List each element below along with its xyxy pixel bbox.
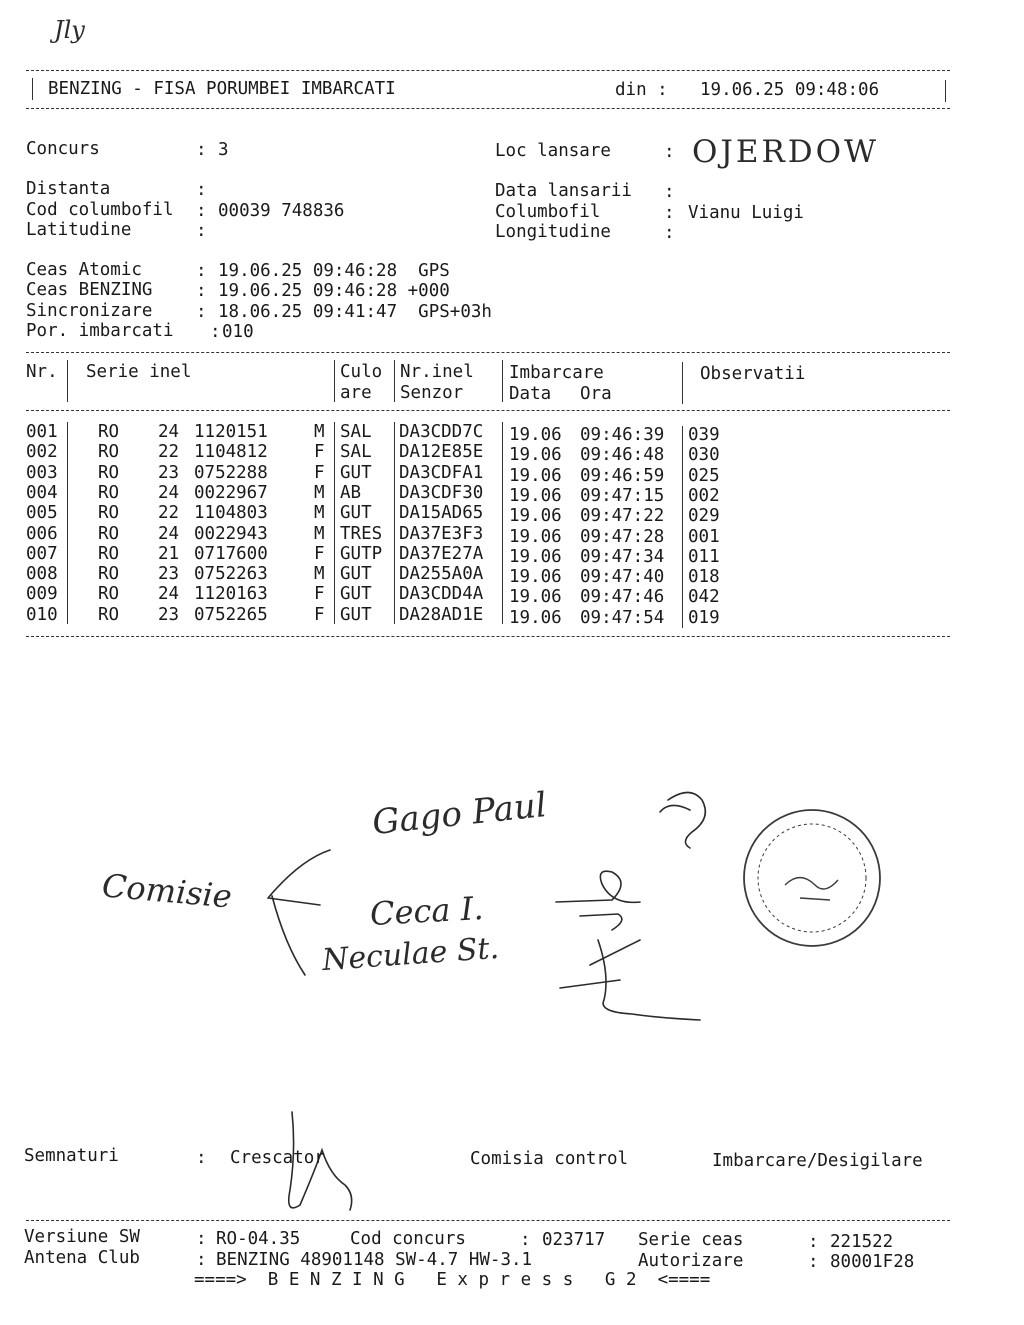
handwritten-name-3: Neculae St.	[320, 930, 501, 979]
autorizare-colon: :	[808, 1252, 819, 1272]
cell-nr: 002	[26, 442, 58, 463]
cell-observatii: 025	[688, 465, 720, 486]
cell-observatii: 042	[688, 587, 720, 608]
cell-color: AB	[340, 482, 362, 503]
loc-lansare-value: OJERDOW	[692, 134, 879, 170]
cell-nr: 006	[26, 523, 58, 544]
cell-ring-number: 0022943	[194, 523, 268, 544]
loc-lansare-label: Loc lansare	[495, 141, 611, 161]
serie-ceas-colon: :	[808, 1232, 819, 1252]
cell-ring-number: 0752288	[194, 462, 268, 483]
ceas-atomic-colon: :	[196, 261, 207, 281]
cell-nr: 010	[26, 604, 58, 625]
cell-country: RO	[98, 604, 120, 625]
cell-date: 19.06	[509, 526, 562, 547]
cell-sensor: DA12E85E	[399, 442, 484, 463]
cell-time: 09:47:15	[580, 485, 665, 506]
serie-ceas-label: Serie ceas	[638, 1230, 744, 1250]
col-header-imbarcare: Imbarcare	[509, 363, 604, 383]
cell-observatii: 001	[688, 526, 720, 547]
cell-year: 23	[158, 462, 180, 483]
handwritten-comisie: Comisie	[100, 866, 234, 916]
cod-concurs-value: 023717	[542, 1230, 606, 1250]
footer-rule	[26, 1220, 950, 1221]
cell-ring-number: 1104812	[194, 442, 268, 463]
cell-date: 19.06	[509, 425, 562, 445]
cell-sex: F	[314, 584, 325, 605]
cell-sex: F	[314, 442, 325, 463]
cell-sensor: DA37E3F3	[399, 523, 484, 544]
cell-country: RO	[98, 503, 120, 524]
cell-observatii: 039	[688, 425, 720, 445]
col-header-nr: Nr.	[26, 362, 58, 382]
cell-year: 22	[158, 503, 180, 524]
antena-club-colon: :	[196, 1250, 207, 1270]
latitudine-colon: :	[196, 221, 207, 241]
cell-sensor: DA3CDD4A	[399, 584, 484, 605]
handwritten-name-1: Gago Paul	[370, 784, 549, 844]
cell-observatii: 019	[688, 607, 720, 628]
handwritten-name-2: Ceca I.	[369, 889, 485, 933]
cell-ring-number: 1120163	[194, 584, 268, 605]
cell-sensor: DA37E27A	[399, 543, 484, 564]
cell-color: GUT	[340, 604, 372, 625]
cell-sex: M	[314, 503, 325, 524]
cell-nr: 008	[26, 564, 58, 585]
cell-sex: M	[314, 422, 325, 442]
crescator-label: Crescator	[230, 1148, 325, 1168]
cell-time: 09:47:34	[580, 546, 665, 567]
cell-observatii: 018	[688, 567, 720, 588]
por-imbarcati-colon: :	[210, 322, 221, 342]
autorizare-value: 80001F28	[830, 1252, 915, 1272]
cell-color: SAL	[340, 442, 372, 463]
cell-color: SAL	[340, 422, 372, 442]
antena-club-label: Antena Club	[24, 1248, 140, 1268]
cell-time: 09:47:54	[580, 607, 665, 628]
ceas-benzing-value: 19.06.25 09:46:28 +000	[218, 281, 450, 301]
cell-year: 24	[158, 422, 180, 442]
cell-sensor: DA3CDD7C	[399, 422, 484, 442]
cell-date: 19.06	[509, 485, 562, 506]
loc-lansare-colon: :	[664, 142, 675, 162]
columbofil-label: Columbofil	[495, 202, 601, 222]
cell-year: 22	[158, 442, 180, 463]
cell-ring-number: 1104803	[194, 503, 268, 524]
cell-year: 23	[158, 564, 180, 585]
cell-year: 24	[158, 482, 180, 503]
columbofil-value: Vianu Luigi	[688, 203, 804, 223]
cell-time: 09:47:28	[580, 526, 665, 547]
cell-date: 19.06	[509, 546, 562, 567]
concurs-colon: :	[196, 140, 207, 160]
col-header-ora: Ora	[580, 384, 612, 404]
cell-time: 09:47:46	[580, 587, 665, 608]
cell-sensor: DA255A0A	[399, 564, 484, 585]
cell-sensor: DA28AD1E	[399, 604, 484, 625]
cod-concurs-label: Cod concurs	[350, 1229, 466, 1249]
cell-observatii: 029	[688, 506, 720, 527]
cell-time: 09:46:39	[580, 425, 665, 445]
col-header-observatii: Observatii	[700, 364, 806, 384]
cell-ring-number: 0717600	[194, 543, 268, 564]
cell-sex: M	[314, 564, 325, 585]
sincronizare-value: 18.06.25 09:41:47 GPS+03h	[218, 302, 492, 322]
antena-club-value: BENZING 48901148 SW-4.7 HW-3.1	[216, 1250, 533, 1270]
corner-note: Jly	[54, 16, 85, 44]
cell-nr: 005	[26, 503, 58, 524]
cell-color: GUT	[340, 584, 372, 605]
comisia-control-label: Comisia control	[470, 1149, 629, 1169]
cod-columbofil-colon: :	[196, 201, 207, 221]
cell-time: 09:47:22	[580, 506, 665, 527]
cell-country: RO	[98, 462, 120, 483]
cell-date: 19.06	[509, 607, 562, 628]
cell-country: RO	[98, 543, 120, 564]
cell-date: 19.06	[509, 465, 562, 486]
ceas-atomic-value: 19.06.25 09:46:28 GPS	[218, 261, 450, 281]
cell-date: 19.06	[509, 567, 562, 588]
cell-ring-number: 0752263	[194, 564, 268, 585]
cell-ring-number: 1120151	[194, 422, 268, 442]
cell-color: GUT	[340, 564, 372, 585]
cell-country: RO	[98, 422, 120, 442]
cell-nr: 007	[26, 543, 58, 564]
cell-observatii: 030	[688, 445, 720, 466]
cell-year: 23	[158, 604, 180, 625]
imbarcare-desigilare-label: Imbarcare/Desigilare	[712, 1151, 923, 1171]
cell-color: GUTP	[340, 543, 383, 564]
cell-color: GUT	[340, 503, 372, 524]
cod-columbofil-label: Cod columbofil	[26, 200, 174, 220]
cell-country: RO	[98, 564, 120, 585]
serie-ceas-value: 221522	[830, 1232, 894, 1252]
versiune-sw-label: Versiune SW	[24, 1227, 140, 1247]
cell-nr: 009	[26, 584, 58, 605]
por-imbarcati-value: 010	[222, 322, 254, 342]
col-header-are: are	[340, 383, 372, 403]
print-date-label: din :	[615, 80, 668, 100]
ceas-benzing-colon: :	[196, 281, 207, 301]
cell-sensor: DA3CDF30	[399, 482, 484, 503]
cell-country: RO	[98, 482, 120, 503]
sincronizare-label: Sincronizare	[26, 301, 153, 321]
cell-date: 19.06	[509, 445, 562, 466]
cell-year: 24	[158, 523, 180, 544]
ceas-benzing-label: Ceas BENZING	[26, 280, 153, 300]
cell-nr: 003	[26, 462, 58, 483]
longitudine-colon: :	[664, 223, 675, 243]
data-lansarii-label: Data lansarii	[495, 181, 632, 201]
cod-concurs-colon: :	[520, 1230, 531, 1250]
cell-color: TRES	[340, 523, 383, 544]
longitudine-label: Longitudine	[495, 222, 611, 242]
autorizare-label: Autorizare	[638, 1251, 744, 1271]
cell-country: RO	[98, 584, 120, 605]
cell-sensor: DA15AD65	[399, 503, 484, 524]
por-imbarcati-label: Por. imbarcati	[26, 321, 174, 341]
col-header-serie-inel: Serie inel	[86, 362, 192, 382]
document-title: BENZING - FISA PORUMBEI IMBARCATI	[48, 79, 396, 99]
cell-country: RO	[98, 523, 120, 544]
cell-sex: M	[314, 482, 325, 503]
cell-observatii: 002	[688, 485, 720, 506]
print-date-value: 19.06.25 09:48:06	[700, 80, 880, 100]
cell-country: RO	[98, 442, 120, 463]
cell-ring-number: 0022967	[194, 482, 268, 503]
col-header-data: Data	[509, 384, 552, 404]
cell-sex: M	[314, 523, 325, 544]
col-header-culo: Culo	[340, 362, 383, 382]
ceas-atomic-label: Ceas Atomic	[26, 260, 142, 280]
cell-time: 09:46:59	[580, 465, 665, 486]
cell-color: GUT	[340, 462, 372, 483]
versiune-sw-colon: :	[196, 1229, 207, 1249]
versiune-sw-value: RO-04.35	[216, 1229, 301, 1249]
cell-sex: F	[314, 604, 325, 625]
latitudine-label: Latitudine	[26, 220, 132, 240]
cell-time: 09:47:40	[580, 567, 665, 588]
distanta-colon: :	[196, 180, 207, 200]
benzing-banner: ====> B E N Z I N G E x p r e s s G 2 <====	[194, 1270, 711, 1290]
data-lansarii-colon: :	[664, 182, 675, 202]
cell-observatii: 011	[688, 546, 720, 567]
concurs-label: Concurs	[26, 139, 100, 159]
cell-sex: F	[314, 543, 325, 564]
cell-sex: F	[314, 462, 325, 483]
cell-date: 19.06	[509, 587, 562, 608]
cell-time: 09:46:48	[580, 445, 665, 466]
cell-year: 24	[158, 584, 180, 605]
col-header-senzor: Senzor	[400, 383, 464, 403]
cell-date: 19.06	[509, 506, 562, 527]
distanta-label: Distanta	[26, 179, 111, 199]
cell-ring-number: 0752265	[194, 604, 268, 625]
cell-year: 21	[158, 543, 180, 564]
semnaturi-label: Semnaturi	[24, 1146, 119, 1166]
cell-nr: 004	[26, 482, 58, 503]
cell-sensor: DA3CDFA1	[399, 462, 484, 483]
columbofil-colon: :	[664, 203, 675, 223]
col-header-nr-inel: Nr.inel	[400, 362, 474, 382]
semnaturi-colon: :	[196, 1148, 207, 1168]
concurs-value: 3	[218, 140, 229, 160]
cod-columbofil-value: 00039 748836	[218, 201, 345, 221]
sincronizare-colon: :	[196, 302, 207, 322]
cell-nr: 001	[26, 422, 58, 442]
